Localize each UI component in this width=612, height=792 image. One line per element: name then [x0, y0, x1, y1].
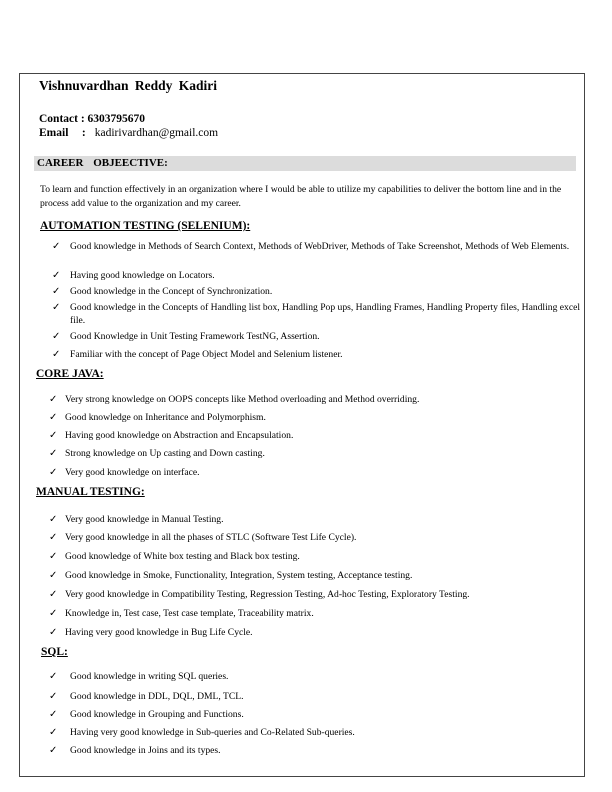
check-icon: ✓ [49, 671, 58, 682]
section-title-sql: SQL: [41, 646, 68, 658]
list-item: ✓ Good knowledge in Joins and its types. [49, 745, 221, 756]
email-row [39, 127, 218, 139]
email-address: kadirivardhan@gmail.com [94, 127, 219, 139]
check-icon: ✓ [49, 608, 58, 619]
check-icon: ✓ [52, 331, 61, 342]
list-item: ✓ Having good knowledge on Abstraction and Encapsulation. [49, 430, 294, 441]
check-icon: ✓ [49, 589, 58, 600]
check-icon: ✓ [49, 745, 58, 756]
list-item: ✓ Good knowledge in writing SQL queries. [49, 671, 229, 682]
check-icon: ✓ [49, 430, 58, 441]
list-item: ✓ Familiar with the concept of Page Object Model and Selenium listener. [52, 349, 343, 360]
check-icon: ✓ [52, 302, 61, 313]
check-icon: ✓ [52, 286, 61, 297]
check-icon: ✓ [52, 349, 61, 360]
check-icon: ✓ [49, 691, 58, 702]
check-icon: ✓ [49, 394, 58, 405]
list-item: ✓ Strong knowledge on Up casting and Down casting. [49, 448, 265, 459]
list-item: ✓ Good knowledge in Methods of Search Context, Methods of WebDriver, Methods of Take Screenshot, Methods of Web Elements. [52, 241, 570, 252]
check-icon: ✓ [49, 627, 58, 638]
list-item: ✓ Good knowledge in Smoke, Functionality, Integration, System testing, Acceptance testing. [49, 570, 413, 581]
check-icon: ✓ [49, 412, 58, 423]
list-item: ✓ Good knowledge of White box testing and Black box testing. [49, 551, 300, 562]
list-item: ✓ Very good knowledge in Manual Testing. [49, 514, 224, 525]
contact-row [39, 113, 145, 125]
email-label: Email [39, 127, 69, 139]
check-icon: ✓ [49, 551, 58, 562]
check-icon: ✓ [52, 241, 61, 252]
career-objective-text: To learn and function effectively in an organization where I would be able to utilize my capabilities to deliver the bottom line and in the process add value to the organization and my career. [40, 184, 562, 209]
check-icon: ✓ [49, 709, 58, 720]
list-item: ✓ Good knowledge in DDL, DQL, DML, TCL. [49, 691, 244, 702]
check-icon: ✓ [49, 570, 58, 581]
list-item: ✓ Having very good knowledge in Bug Life Cycle. [49, 627, 253, 638]
email-colon: : [81, 127, 86, 139]
list-item: ✓ Good knowledge in the Concept of Synchronization. [52, 286, 273, 297]
list-item: ✓ Knowledge in, Test case, Test case template, Traceability matrix. [49, 608, 314, 619]
contact-label: Contact : [39, 113, 85, 125]
list-item: ✓ Very good knowledge in all the phases of STLC (Software Test Life Cycle). [49, 532, 357, 543]
list-item: ✓ Having good knowledge on Locators. [52, 270, 215, 281]
check-icon: ✓ [49, 727, 58, 738]
check-icon: ✓ [49, 532, 58, 543]
contact-phone: 6303795670 [87, 113, 146, 125]
list-item: ✓ Having very good knowledge in Sub-queries and Co-Related Sub-queries. [49, 727, 355, 738]
candidate-name: Vishnuvardhan Reddy Kadiri [39, 78, 218, 93]
list-item: ✓ Good knowledge on Inheritance and Polymorphism. [49, 412, 266, 423]
check-icon: ✓ [52, 270, 61, 281]
check-icon: ✓ [49, 467, 58, 478]
list-item: ✓ Good Knowledge in Unit Testing Framework TestNG, Assertion. [52, 331, 320, 342]
list-item: ✓ Good knowledge in Grouping and Functions. [49, 709, 244, 720]
check-icon: ✓ [49, 514, 58, 525]
section-title-manual-testing: MANUAL TESTING: [36, 486, 145, 498]
list-item: ✓ Good knowledge in the Concepts of Handling list box, Handling Pop ups, Handling Frames, Handling Property files, Handling excel file. [52, 302, 580, 326]
list-item: ✓ Very good knowledge in Compatibility Testing, Regression Testing, Ad-hoc Testing, Exploratory Testing. [49, 589, 470, 600]
section-title-core-java: CORE JAVA: [36, 368, 104, 380]
check-icon: ✓ [49, 448, 58, 459]
career-objective-title: CAREER OBJEECTIVE: [37, 157, 168, 169]
list-item: ✓ Very good knowledge on interface. [49, 467, 200, 478]
section-title-automation: AUTOMATION TESTING (SELENIUM): [40, 220, 251, 232]
list-item: ✓ Very strong knowledge on OOPS concepts like Method overloading and Method overriding. [49, 394, 420, 405]
